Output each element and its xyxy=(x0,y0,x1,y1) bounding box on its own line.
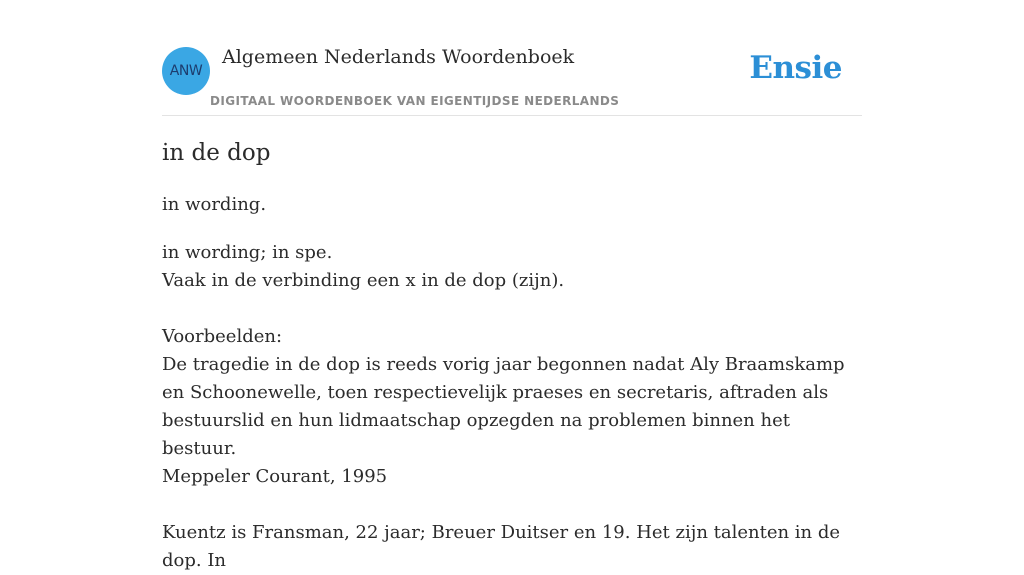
ensie-brand-logo[interactable]: Ensie xyxy=(749,50,842,86)
site-title[interactable]: Algemeen Nederlands Woordenboek xyxy=(222,46,575,68)
logo-text: ANW xyxy=(169,63,203,79)
page-container xyxy=(162,0,862,571)
entry-body: in wording; in spe. Vaak in de verbinding een x in de dop (zijn). Voorbeelden: De tragedie in de dop is reeds vorig jaar begonnen nadat Aly Braamskamp en Schoonewelle, toen respectievelijk praeses en secretaris, aftraden als bestuurslid en hun lidmaatschap opzegden na problemen binnen het bestuur. Meppeler Courant, 1995 Kuentz is Fransman, 22 jaar; Breuer Duitser en 19. Het zijn talenten in de dop. In xyxy=(162,242,845,571)
site-subtitle: DIGITAAL WOORDENBOEK VAN EIGENTIJDSE NEDERLANDS xyxy=(210,94,620,108)
site-header xyxy=(162,0,862,116)
entry-headword: in de dop xyxy=(162,140,271,166)
anw-logo[interactable] xyxy=(162,47,210,95)
entry-short-definition: in wording. xyxy=(162,194,267,215)
